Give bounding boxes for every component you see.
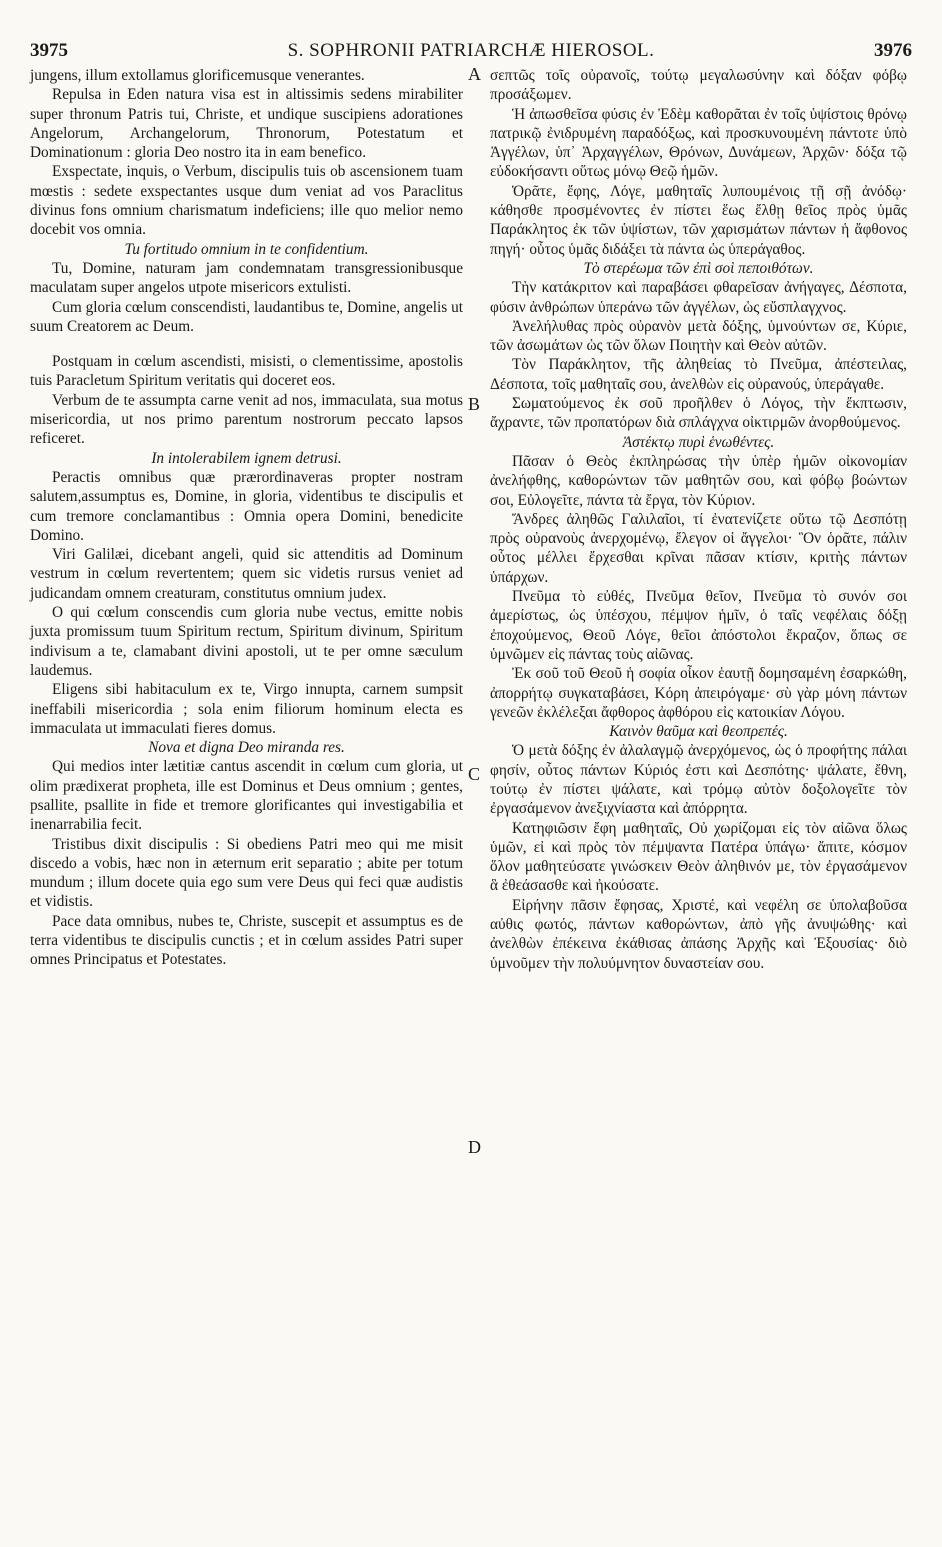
greek-paragraph: Πνεῦμα τὸ εὐθές, Πνεῦμα θεῖον, Πνεῦμα τὸ συνόν σοι ἀμερίστως, ὡς ὑπέσχου, πέμψον ἡμῖν, ὁ ταῖς νεφέλαις δόξῃ ἐποχούμενος, Θεοῦ Λόγε, θεῖοι ἀπόστολοι ἔκραζον, ὅπως σε ὑμνῶμεν εἰς πάντας τοὺς αἰῶνας. xyxy=(490,588,907,663)
greek-paragraph: Πᾶσαν ὁ Θεὸς ἐκπληρώσας τὴν ὑπὲρ ἡμῶν οἰκονομίαν ἀνελήφθης, καθορώντων τῶν μαθητῶν σου, καὶ φόβῳ βοώντων σοι, Εὐλογεῖτε, πάντα τὰ ἔργα, τὸν Κύριον. xyxy=(490,452,907,509)
latin-paragraph: Tu, Domine, naturam jam condemnatam transgressionibusque maculatam super angelos utpote misericors extulisti. xyxy=(30,259,463,297)
greek-paragraph: Κατηφιῶσιν ἔφη μαθηταῖς, Οὐ χωρίζομαι εἰς τὸν αἰῶνα ὅλως ὑμῶν, εἰ καὶ πρὸς τὸν πέμψαντα Πατέρα ὑπάγω· ἄπιτε, κόσμον ὅλον μαθητεύσατε γινώσκειν Θεὸν ἀληθινόν με, τὸν ἐργασάμενον ἃ ἐθεάσασθε καὶ ἠκούσατε. xyxy=(490,819,907,895)
latin-paragraph: Repulsa in Eden natura visa est in altissimis sedens mirabiliter super thronum Patris tui, Christe, et undique suscipiens adorationes Angelorum, Archangelorum, Thronorum, Potestatum et Dominationum : gloria Deo nostro ita in eam benefico. xyxy=(30,86,463,162)
greek-paragraph: Ὁρᾶτε, ἔφης, Λόγε, μαθηταῖς λυπουμένοις τῇ σῇ ἀνόδῳ· κάθησθε προσμένοντες ἐν πίστει ἕως ἔλθῃ θεῖος πρὸς ὑμᾶς Παράκλητος ἐκ τῶν ὑψίστων, τῶν χαρισμάτων πάντων ἡ ἄφθονος πηγή· οὗτος ὑμᾶς διδάξει τὰ πάντα ὡς ὑπεράγαθος. xyxy=(490,182,907,258)
latin-paragraph: Verbum de te assumpta carne venit ad nos, immaculata, sua motus misericordia, ut nos primo parentum nostrorum peccato lapsos reficeret. xyxy=(30,391,463,448)
spacer xyxy=(30,336,463,352)
section-marker-c: C xyxy=(468,764,481,784)
latin-paragraph: Qui medios inter lætitiæ cantus ascendit in cœlum cum gloria, ut olim prædixerat propheta, ille est Dominus et Deus omnium ; gentes, psallite, psallite in fide et tremore glorificantes qui investigabilia et inenarrabilia fecit. xyxy=(30,758,463,834)
latin-paragraph: Exspectate, inquis, o Verbum, discipulis tuis ob ascensionem tuam mœstis : sedete exspectantes usque dum veniat ad vos Paraclitus divinus fons omnium charismatum indeficiens; ille quo melior nemo docebit vos omnia. xyxy=(30,163,463,239)
section-marker-b: B xyxy=(468,394,481,414)
latin-paragraph: Viri Galilæi, dicebant angeli, quid sic attenditis ad Dominum vestrum in cœlum revertentem; quem sic videtis rursus veniet ad judicandam omnem creaturam, constitutus omnium judex. xyxy=(30,546,463,602)
latin-paragraph: Peractis omnibus quæ prærordinaveras propter nostram salutem,assumptus es, Domine, in gloria, videntibus te discipulis et cum tremore conclamantibus : Omnia opera Domini, benedicite Domino. xyxy=(30,468,463,544)
latin-column xyxy=(30,66,463,970)
greek-column xyxy=(490,66,907,973)
greek-heading: Ἀστέκτῳ πυρὶ ἑνωθέντες. xyxy=(622,433,775,451)
latin-paragraph: Eligens sibi habitaculum ex te, Virgo innupta, carnem sumpsit ineffabili misericordia ; sola enim filiorum hominum electa es immaculata ut immaculati fieres domus. xyxy=(30,681,463,737)
greek-paragraph: Ἐκ σοῦ τοῦ Θεοῦ ἡ σοφία οἶκον ἑαυτῇ δομησαμένη ἐσαρκώθη, ἀπορρήτῳ συγκαταβάσει, Κόρη ἀπειρόγαμε· σὺ γὰρ μόνη πάντων γενεῶν ἐκλέλεξαι ἄφθορος ἀφθόρου εἰς κατοικίαν Λόγου. xyxy=(490,665,907,721)
greek-paragraph: Εἰρήνην πᾶσιν ἔφησας, Χριστέ, καὶ νεφέλη σε ὑπολαβοῦσα αὐθις φωτός, πάντων καθορώντων, ἀπὸ γῆς ἀνυψώθης· καὶ ἀνελθὼν ἐπέκεινα ἐκάθισας ἀπάσης Ἀρχῆς καὶ Ἐξουσίας· διὸ ὑμνοῦμεν τὴν πολυύμνητον δυναστείαν σου. xyxy=(490,896,907,972)
left-column-number: 3975 xyxy=(30,40,68,61)
section-marker-a: A xyxy=(468,64,481,84)
greek-paragraph: Τὸν Παράκλητον, τῆς ἀληθείας τὸ Πνεῦμα, ἀπέστειλας, Δέσποτα, τοῖς μαθηταῖς σου, ἀνελθὼν εἰς οὐρανούς, ὑπεράγαθε. xyxy=(490,356,907,393)
greek-paragraph: Ἄνδρες ἀληθῶς Γαλιλαῖοι, τί ἐνατενίζετε οὕτω τῷ Δεσπότῃ πρὸς οὐρανοὺς ἀνερχομένῳ, ἔλεγον οἱ ἄγγελοι· Ὃν ὁρᾶτε, πάλιν οὗτος μέλλει ἔρχεσθαι κρῖναι πᾶσαν κτίσιν, κριτὴς πάντων ὑπάρχων. xyxy=(490,510,907,586)
greek-heading: Καινὸν θαῦμα καὶ θεοπρεπές. xyxy=(609,723,788,741)
latin-paragraph: jungens, illum extollamus glorificemusque venerantes. xyxy=(30,67,365,84)
greek-paragraph: Σωματούμενος ἐκ σοῦ προῆλθεν ὁ Λόγος, τὴν ἔκπτωσιν, ἄχραντε, τῶν προπατόρων διὰ σπλάγχνα οἰκτιρμῶν ἀνορθούμενος. xyxy=(490,395,907,432)
right-column-number: 3976 xyxy=(874,40,912,61)
greek-paragraph: Τὴν κατάκριτον καὶ παραβάσει φθαρεῖσαν ἀνήγαγες, Δέσποτα, φύσιν ἀνθρώπων ὑπεράνω τῶν ἀγγέλων, ὡς εὔσπλαγχνος. xyxy=(490,279,907,316)
latin-paragraph: Cum gloria cœlum conscendisti, laudantibus te, Domine, angelis ut suum Creatorem ac Deum. xyxy=(30,298,463,335)
running-title: S. SOPHRONII PATRIARCHÆ HIEROSOL. xyxy=(287,40,655,61)
section-marker-d: D xyxy=(468,1137,481,1157)
greek-paragraph: Ὁ μετὰ δόξης ἐν ἀλαλαγμῷ ἀνερχόμενος, ὡς ὁ προφήτης πάλαι φησίν, οὗτος πάντων Κύριός ἐστι καὶ Δεσπότης· ψάλατε, ἔθνη, τούτῳ ἐν πίστει ψάλατε, καὶ τρόμῳ αὐτὸν δοξολογεῖτε τὸν ἐργασάμενον ἀνεξιχνίαστα καὶ ἀπόρρητα. xyxy=(490,742,907,818)
running-header xyxy=(30,40,912,66)
greek-heading: Τὸ στερέωμα τῶν ἐπὶ σοὶ πεποιθότων. xyxy=(583,259,814,277)
greek-paragraph: Ἡ ἀπωσθεῖσα φύσις ἐν Ἐδὲμ καθορᾶται ἐν τοῖς ὑψίστοις θρόνῳ πατρικῷ ἐνιδρυμένη παραδόξως, καὶ προσκυνουμένη πάντοτε ὑπὸ Ἀγγέλων, ὑπ᾽ Ἀρχαγγέλων, Θρόνων, Δυνάμεων, Ἀρχῶν· δόξα τῷ εὐδοκήσαντι οὕτως μόνῳ Θεῷ ἡμῶν. xyxy=(490,105,907,181)
latin-paragraph: O qui cœlum conscendis cum gloria nube vectus, emitte nobis juxta promissum tuum Spiritum rectum, Spiritum divinum, Spiritum indivisum a te, clamabant divini apostoli, ut te per omne sæculum laudemus. xyxy=(30,604,463,679)
latin-paragraph: Pace data omnibus, nubes te, Christe, suscepit et assumptus es de terra videntibus te discipulis cunctis ; et in cœlum assides Patri super omnes Principatus et Potestates. xyxy=(30,912,463,969)
latin-paragraph: Postquam in cœlum ascendisti, misisti, o clementissime, apostolis tuis Paracletum Spiritum veritatis qui doceret eos. xyxy=(30,353,463,390)
latin-heading: Nova et digna Deo miranda res. xyxy=(148,739,345,757)
latin-paragraph: Tristibus dixit discipulis : Si obediens Patri meo qui me misit discedo a vobis, hæc non in æternum erit separatio ; abite per totum mundum ; illum docete quia ego sum vere Deus qui feci quæ audistis et vidistis. xyxy=(30,835,463,911)
latin-heading: Tu fortitudo omnium in te confidentium. xyxy=(124,240,369,258)
greek-paragraph: σεπτῶς τοῖς οὐρανοῖς, τούτῳ μεγαλωσύνην καὶ δόξαν φόβῳ προσάξωμεν. xyxy=(490,67,907,104)
latin-heading: In intolerabilem ignem detrusi. xyxy=(151,449,342,467)
greek-paragraph: Ἀνελήλυθας πρὸς οὐρανὸν μετὰ δόξης, ὑμνούντων σε, Κύριε, τῶν ἀσωμάτων ὡς τῶν ὅλων Ποιητὴν καὶ Θεὸν αὐτῶν. xyxy=(490,317,907,355)
